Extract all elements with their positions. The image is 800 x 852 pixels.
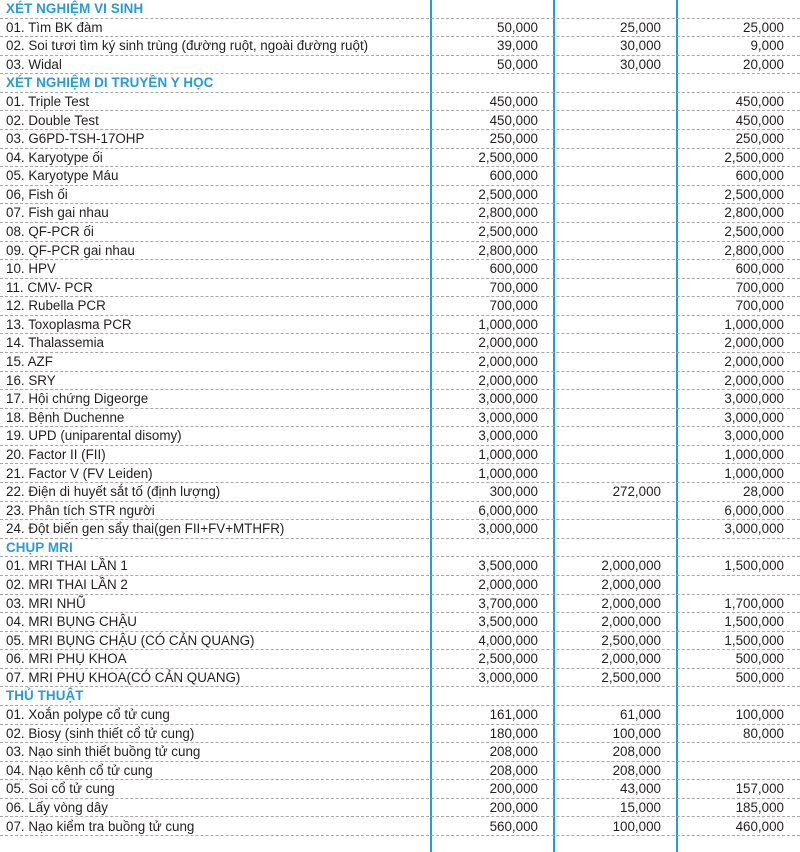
price-patient: 2,800,000 xyxy=(724,205,784,221)
section-header xyxy=(0,0,800,19)
table-row xyxy=(0,483,800,502)
price-insurance xyxy=(555,334,661,352)
price-insurance xyxy=(555,223,661,241)
service-name: 02. Biosy (sinh thiết cổ tử cung) xyxy=(6,725,195,741)
table-row xyxy=(0,390,800,409)
table-row xyxy=(0,817,800,836)
table-row xyxy=(0,223,800,242)
price-total: 2,000,000 xyxy=(478,335,538,351)
section-title: XÉT NGHIỆM DI TRUYỀN Y HỌC xyxy=(6,75,214,91)
price-patient: 9,000 xyxy=(750,38,784,54)
price-patient: 700,000 xyxy=(735,298,784,314)
price-insurance: 272,000 xyxy=(612,484,661,500)
price-insurance: 15,000 xyxy=(620,799,661,815)
price-total: 3,500,000 xyxy=(478,558,538,574)
service-name: 15. AZF xyxy=(6,354,53,370)
service-name: 04. MRI BỤNG CHẬU xyxy=(6,614,137,630)
price-total: 39,000 xyxy=(497,38,538,54)
price-insurance xyxy=(555,260,661,278)
service-name: 08. QF-PCR ối xyxy=(6,224,94,240)
table-row xyxy=(0,557,800,576)
price-insurance xyxy=(555,111,661,129)
service-name: 06. MRI PHỤ KHOA xyxy=(6,651,127,667)
price-total: 2,000,000 xyxy=(478,577,538,592)
service-name: 05. MRI BỤNG CHẬU (CÓ CẢN QUANG) xyxy=(6,632,255,648)
table-row xyxy=(0,130,800,149)
section-header xyxy=(0,74,800,93)
table-row xyxy=(0,279,800,298)
price-total: 700,000 xyxy=(489,298,538,314)
price-patient: 1,000,000 xyxy=(724,465,784,481)
price-insurance xyxy=(555,279,661,297)
section-title: THỦ THUẬT xyxy=(6,688,84,704)
price-patient: 3,000,000 xyxy=(724,521,784,537)
price-patient: 2,500,000 xyxy=(724,224,784,240)
table-row xyxy=(0,409,800,428)
section-title: CHỤP MRI xyxy=(6,539,73,555)
table-row xyxy=(0,613,800,632)
price-insurance xyxy=(555,149,661,167)
price-total: 2,500,000 xyxy=(478,224,538,240)
section-title: XÉT NGHIỆM VI SINH xyxy=(6,1,144,17)
service-name: 05. Soi cổ tử cung xyxy=(6,781,115,797)
price-patient: 2,500,000 xyxy=(724,149,784,165)
table-row xyxy=(0,372,800,391)
table-row xyxy=(0,650,800,669)
price-insurance xyxy=(555,130,661,148)
service-name: 17. Hội chứng Digeorge xyxy=(6,391,149,407)
service-name: 16. SRY xyxy=(6,372,56,388)
service-name: 11. CMV- PCR xyxy=(6,279,93,295)
price-patient: 185,000 xyxy=(735,799,784,815)
price-patient: 450,000 xyxy=(735,112,784,128)
price-total: 1,000,000 xyxy=(478,316,538,332)
price-patient: 3,000,000 xyxy=(724,391,784,407)
table-row xyxy=(0,799,800,818)
price-total: 560,000 xyxy=(489,818,538,834)
price-patient: 450,000 xyxy=(735,93,784,109)
price-total: 3,500,000 xyxy=(478,614,538,630)
price-patient xyxy=(678,743,784,761)
service-name: 09. QF-PCR gai nhau xyxy=(6,242,135,258)
price-total: 2,800,000 xyxy=(478,242,538,258)
service-name: 04. Karyotype ối xyxy=(6,149,103,165)
section-header xyxy=(0,687,800,706)
price-total: 300,000 xyxy=(489,484,538,500)
table-row xyxy=(0,743,800,762)
service-name: 03. Nạo sinh thiết buồng tử cung xyxy=(6,744,201,760)
table-row xyxy=(0,316,800,335)
price-insurance xyxy=(555,372,661,390)
price-patient: 1,000,000 xyxy=(724,446,784,462)
price-patient: 20,000 xyxy=(743,56,784,72)
price-insurance: 208,000 xyxy=(612,762,661,778)
price-insurance: 2,000,000 xyxy=(601,595,661,611)
table-row xyxy=(0,19,800,38)
price-total: 208,000 xyxy=(489,744,538,760)
table-row xyxy=(0,576,800,595)
price-insurance: 100,000 xyxy=(612,725,661,741)
price-total: 700,000 xyxy=(489,279,538,295)
price-patient: 500,000 xyxy=(735,669,784,685)
table-row xyxy=(0,669,800,688)
price-total: 3,700,000 xyxy=(478,595,538,611)
service-name: 13. Toxoplasma PCR xyxy=(6,316,132,332)
service-name: 22. Điện di huyết sắt tố (định lượng) xyxy=(6,484,221,500)
price-insurance: 2,000,000 xyxy=(601,558,661,574)
table-row xyxy=(0,111,800,130)
service-name: 23. Phân tích STR người xyxy=(6,502,155,518)
table-row xyxy=(0,762,800,781)
price-patient: 700,000 xyxy=(735,279,784,295)
service-name: 07. MRI PHỤ KHOA(CÓ CẢN QUANG) xyxy=(6,669,241,685)
service-name: 01. Tìm BK đàm xyxy=(6,19,103,35)
price-patient: 1,500,000 xyxy=(724,632,784,648)
price-total: 3,000,000 xyxy=(478,428,538,444)
price-patient: 1,700,000 xyxy=(724,595,784,611)
price-total: 50,000 xyxy=(497,19,538,35)
price-total: 6,000,000 xyxy=(478,502,538,518)
price-patient: 600,000 xyxy=(735,261,784,277)
price-patient: 25,000 xyxy=(743,19,784,35)
service-name: 03. MRI NHŨ xyxy=(6,595,86,611)
table-row xyxy=(0,520,800,539)
price-patient xyxy=(678,576,784,594)
price-total: 200,000 xyxy=(489,781,538,797)
price-insurance: 30,000 xyxy=(620,56,661,72)
price-insurance xyxy=(555,427,661,445)
price-patient: 2,000,000 xyxy=(724,335,784,351)
table-row xyxy=(0,446,800,465)
table-row xyxy=(0,334,800,353)
price-insurance xyxy=(555,297,661,315)
table-row xyxy=(0,427,800,446)
price-total: 2,500,000 xyxy=(478,149,538,165)
table-row xyxy=(0,595,800,614)
price-patient: 157,000 xyxy=(735,781,784,797)
service-name: 07. Nạo kiểm tra buồng tử cung xyxy=(6,818,195,834)
price-total: 600,000 xyxy=(489,261,538,277)
price-insurance xyxy=(555,464,661,482)
price-patient xyxy=(678,762,784,780)
price-insurance xyxy=(555,390,661,408)
price-insurance: 100,000 xyxy=(612,818,661,834)
price-patient: 600,000 xyxy=(735,168,784,184)
price-total: 3,000,000 xyxy=(478,521,538,537)
price-total: 250,000 xyxy=(489,131,538,147)
price-insurance xyxy=(555,167,661,185)
price-insurance: 43,000 xyxy=(620,781,661,797)
price-insurance xyxy=(555,316,661,334)
table-row xyxy=(0,464,800,483)
table-row xyxy=(0,186,800,205)
price-patient: 100,000 xyxy=(735,707,784,723)
price-total: 4,000,000 xyxy=(478,632,538,648)
price-total: 2,000,000 xyxy=(478,354,538,370)
service-name: 06. Lấy vòng dây xyxy=(6,799,108,815)
table-row xyxy=(0,167,800,186)
table-row xyxy=(0,297,800,316)
price-total: 450,000 xyxy=(489,112,538,128)
price-insurance: 2,000,000 xyxy=(601,577,661,592)
service-name: 24. Đột biến gen sẩy thai(gen FII+FV+MTHFR) xyxy=(6,521,285,537)
price-total: 3,000,000 xyxy=(478,669,538,685)
price-patient: 2,000,000 xyxy=(724,372,784,388)
price-insurance: 2,500,000 xyxy=(601,669,661,685)
price-patient: 1,000,000 xyxy=(724,316,784,332)
table-row xyxy=(0,706,800,725)
price-insurance xyxy=(555,520,661,538)
service-name: 01. Triple Test xyxy=(6,93,90,109)
price-total: 600,000 xyxy=(489,168,538,184)
price-patient: 500,000 xyxy=(735,651,784,667)
price-insurance xyxy=(555,446,661,464)
price-insurance: 25,000 xyxy=(620,19,661,35)
price-patient: 250,000 xyxy=(735,131,784,147)
table-row xyxy=(0,780,800,799)
service-name: 02. Double Test xyxy=(6,112,99,128)
service-name: 20. Factor II (FII) xyxy=(6,446,106,462)
price-total: 1,000,000 xyxy=(478,446,538,462)
price-patient: 2,800,000 xyxy=(724,242,784,258)
table-row xyxy=(0,353,800,372)
price-total: 161,000 xyxy=(489,707,538,723)
table-row xyxy=(0,56,800,75)
price-total: 200,000 xyxy=(489,799,538,815)
price-total: 2,000,000 xyxy=(478,372,538,388)
price-insurance: 30,000 xyxy=(620,38,661,54)
price-total: 1,000,000 xyxy=(478,465,538,481)
price-insurance: 208,000 xyxy=(612,744,661,760)
price-patient: 80,000 xyxy=(743,725,784,741)
price-patient: 1,500,000 xyxy=(724,558,784,574)
service-name: 04. Nạo kênh cổ tử cung xyxy=(6,762,153,778)
price-total: 3,000,000 xyxy=(478,391,538,407)
service-name: 03. G6PD-TSH-17OHP xyxy=(6,131,145,147)
price-patient: 28,000 xyxy=(743,484,784,500)
price-insurance xyxy=(555,353,661,371)
price-total: 3,000,000 xyxy=(478,409,538,425)
price-total: 208,000 xyxy=(489,762,538,778)
service-name: 19. UPD (uniparental disomy) xyxy=(6,428,182,444)
price-total: 2,500,000 xyxy=(478,651,538,667)
price-patient: 460,000 xyxy=(735,818,784,834)
price-insurance xyxy=(555,409,661,427)
price-insurance xyxy=(555,502,661,520)
table-row xyxy=(0,204,800,223)
price-total: 2,500,000 xyxy=(478,186,538,202)
service-name: 02. Soi tươi tìm ký sinh trùng (đường ruột, ngoài đường ruột) xyxy=(6,38,369,54)
table-row xyxy=(0,93,800,112)
price-insurance: 2,500,000 xyxy=(601,632,661,648)
price-insurance: 2,000,000 xyxy=(601,651,661,667)
table-row xyxy=(0,725,800,744)
section-header xyxy=(0,539,800,558)
table-row xyxy=(0,149,800,168)
price-insurance xyxy=(555,242,661,260)
price-patient: 1,500,000 xyxy=(724,614,784,630)
service-name: 07. Fish gai nhau xyxy=(6,205,109,221)
service-name: 03. Widal xyxy=(6,56,62,72)
price-total: 180,000 xyxy=(489,725,538,741)
service-name: 21. Factor V (FV Leiden) xyxy=(6,465,153,481)
table-row xyxy=(0,632,800,651)
price-insurance: 61,000 xyxy=(620,707,661,723)
service-name: 12. Rubella PCR xyxy=(6,298,106,314)
service-name: 06, Fish ối xyxy=(6,186,68,202)
service-name: 10. HPV xyxy=(6,261,56,277)
price-patient: 6,000,000 xyxy=(724,502,784,518)
price-total: 50,000 xyxy=(497,56,538,72)
service-name: 01. MRI THAI LẦN 1 xyxy=(6,558,128,574)
price-insurance: 2,000,000 xyxy=(601,614,661,630)
price-patient: 3,000,000 xyxy=(724,428,784,444)
price-total: 450,000 xyxy=(489,93,538,109)
service-name: 14. Thalassemia xyxy=(6,335,105,351)
service-name: 01. Xoắn polype cổ tử cung xyxy=(6,707,170,723)
table-row xyxy=(0,502,800,521)
price-patient: 2,000,000 xyxy=(724,354,784,370)
price-insurance xyxy=(555,186,661,204)
price-total: 2,800,000 xyxy=(478,205,538,221)
table-row xyxy=(0,37,800,56)
price-insurance xyxy=(555,93,661,111)
price-patient: 2,500,000 xyxy=(724,186,784,202)
table-row xyxy=(0,242,800,261)
table-row xyxy=(0,260,800,279)
price-insurance xyxy=(555,204,661,222)
price-patient: 3,000,000 xyxy=(724,409,784,425)
service-name: 05. Karyotype Máu xyxy=(6,168,119,184)
service-name: 18. Bệnh Duchenne xyxy=(6,409,125,425)
service-name: 02. MRI THAI LẦN 2 xyxy=(6,577,128,592)
